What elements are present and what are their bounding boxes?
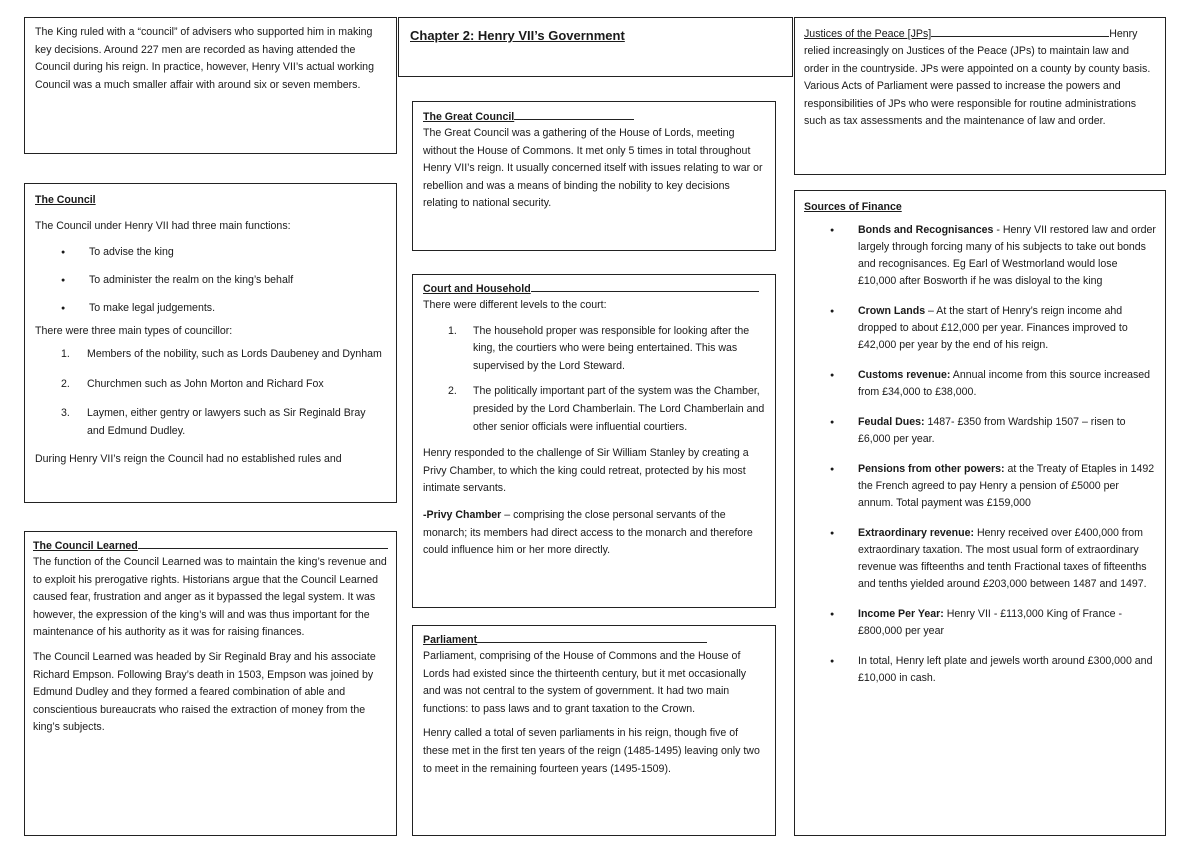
list-item: ● Pensions from other powers: at the Treaty of Etaples in 1492 the French agreed to pay Henry a pension of £5000 per annum. Total payment was £159,000 xyxy=(804,461,1156,512)
list-item: 2. The politically important part of the system was the Chamber, presided by the Lord Chamberlain. The Lord Chamberlain and other senior officials were influential courtiers. xyxy=(448,385,765,433)
list-item: ● Feudal Dues: 1487- £350 from Wardship 1507 – risen to £6,000 per year. xyxy=(804,414,1156,448)
parliament-p1: Parliament, comprising of the House of Commons and the House of Lords had existed since the thirteenth century, but it met occasionally and was not central to the system of government. It had two main functions: to pass laws and to grant taxation to the Crown. xyxy=(423,650,747,715)
council-learned-p1: The function of the Council Learned was to maintain the king’s revenue and to exploit his prerogative rights. Historians argue that the Council Learned caused fear, frustration and anger as it bypassed the legal system. It was however, the expression of the king’s will and was thus important for the maintenance of his authority as it was for raising finances. xyxy=(33,556,387,639)
parliament-p2: Henry called a total of seven parliaments in his reign, though five of these met in the first ten years of the reign (1485-1495) leaving only two to meet in the remaining fourteen years (1495-1509). xyxy=(423,727,760,775)
parliament-box xyxy=(412,625,776,836)
list-item: ● Bonds and Recognisances - Henry VII restored law and order largely through forcing many of his subjects to take out bonds and recognisances. Eg Earl of Westmorland would lose £10,000 after Bosworth if he was disloyal to the king xyxy=(804,222,1156,290)
list-item: 1. Members of the nobility, such as Lords Daubeney and Dynham xyxy=(61,348,382,361)
list-item: ● Crown Lands – At the start of Henry’s reign income ahd dropped to about £12,000 per year. Finances improved to £42,000 per year by the end of his reign. xyxy=(804,303,1156,354)
jps-first-word: Henry xyxy=(1109,28,1138,40)
parliament-heading: Parliament xyxy=(423,634,478,646)
finance-list xyxy=(804,222,1156,687)
court-intro: There were different levels to the court: xyxy=(423,299,607,311)
court-household-box xyxy=(412,274,776,608)
title-box xyxy=(398,17,793,77)
list-item: ● To advise the king xyxy=(35,244,386,261)
court-heading: Court and Household xyxy=(423,283,531,295)
court-privy-text: -Privy Chamber – comprising the close personal servants of the monarch; its members had direct access to the monarch and therefore could influence him or her more directly. xyxy=(423,508,753,557)
list-item: 2. Churchmen such as John Morton and Richard Fox xyxy=(61,377,324,390)
council-intro: The Council under Henry VII had three main functions: xyxy=(35,220,291,232)
council-learned-heading: The Council Learned xyxy=(33,540,138,552)
list-item: 3. Laymen, either gentry or lawyers such as Sir Reginald Bray and Edmund Dudley. xyxy=(61,407,366,437)
list-item: 1. The household proper was responsible for looking after the king, the courtiers who were being entertained. This was supervised by the Lord Steward. xyxy=(448,324,750,372)
finance-heading: Sources of Finance xyxy=(804,201,902,213)
list-item: ● To administer the realm on the king’s behalf xyxy=(35,272,386,289)
great-council-heading: The Great Council xyxy=(423,111,515,123)
privy-chamber-label: -Privy Chamber xyxy=(423,508,502,521)
council-learned-box xyxy=(24,531,397,836)
council-learned-p2: The Council Learned was headed by Sir Reginald Bray and his associate Richard Empson. Following Bray’s death in 1503, Empson was joined by Edmund Dudley and they formed a feared combination of able and conscientious bureaucrats who raised the extraction of money from the king’s subjects. xyxy=(33,650,376,734)
council-heading: The Council xyxy=(35,194,96,206)
court-stanley-text: Henry responded to the challenge of Sir William Stanley by creating a Privy Chamber, to which the king could retreat, protected by his most intimate servants. xyxy=(423,447,749,495)
list-item: ● Customs revenue: Annual income from this source increased from £34,000 to £38,000. xyxy=(804,367,1156,401)
page-title: Chapter 2: Henry VII’s Government xyxy=(410,28,625,43)
great-council-text: The Great Council was a gathering of the House of Lords, meeting without the House of Commons. It met only 5 times in total throughout Henry VII’s reign. It usually concerned itself with issues relating to war or rebellion and was a means of binding the nobility to key decisions relating to national security. xyxy=(423,127,763,210)
jps-heading: Justices of the Peace [JPs] xyxy=(804,28,932,40)
finance-box xyxy=(794,190,1166,836)
list-item: ● In total, Henry left plate and jewels worth around £300,000 and £10,000 in cash. xyxy=(804,653,1156,687)
council-types-intro: There were three main types of councillor: xyxy=(35,324,233,337)
council-types-list xyxy=(35,346,386,440)
court-levels-list xyxy=(423,323,765,437)
intro-text: The King ruled with a “council” of advisers who supported him in making key decisions. Around 227 men are recorded as having attended the Council during his reign. In practice, however, Henry VII’s actual working Council was a much smaller affair with around six or seven members. xyxy=(35,26,374,91)
council-functions-list xyxy=(35,244,386,317)
jps-text: relied increasingly on Justices of the Peace (JPs) to maintain law and order in the countryside. JPs were appointed on a county by county basis. Various Acts of Parliament were passed to increase the powers and responsibilities of JPs who were responsible for routine administrations such as tax assessments and the maintenance of law and order. xyxy=(804,45,1151,128)
council-box xyxy=(24,183,397,503)
jps-box xyxy=(794,17,1166,175)
list-item: ● Income Per Year: Henry VII - £113,000 King of France - £800,000 per year xyxy=(804,606,1156,640)
council-cutoff-text: During Henry VII’s reign the Council had no established rules and xyxy=(35,452,342,465)
list-item: ● To make legal judgements. xyxy=(35,300,386,317)
great-council-box xyxy=(412,101,776,251)
list-item: ● Extraordinary revenue: Henry received over £400,000 from extraordinary taxation. The most usual form of extraordinary revenue was fifteenths and tenth Fractional taxes of fifteenths and tenths yielded around £203,000 between 1487 and 1497. xyxy=(804,525,1156,593)
intro-box xyxy=(24,17,397,154)
